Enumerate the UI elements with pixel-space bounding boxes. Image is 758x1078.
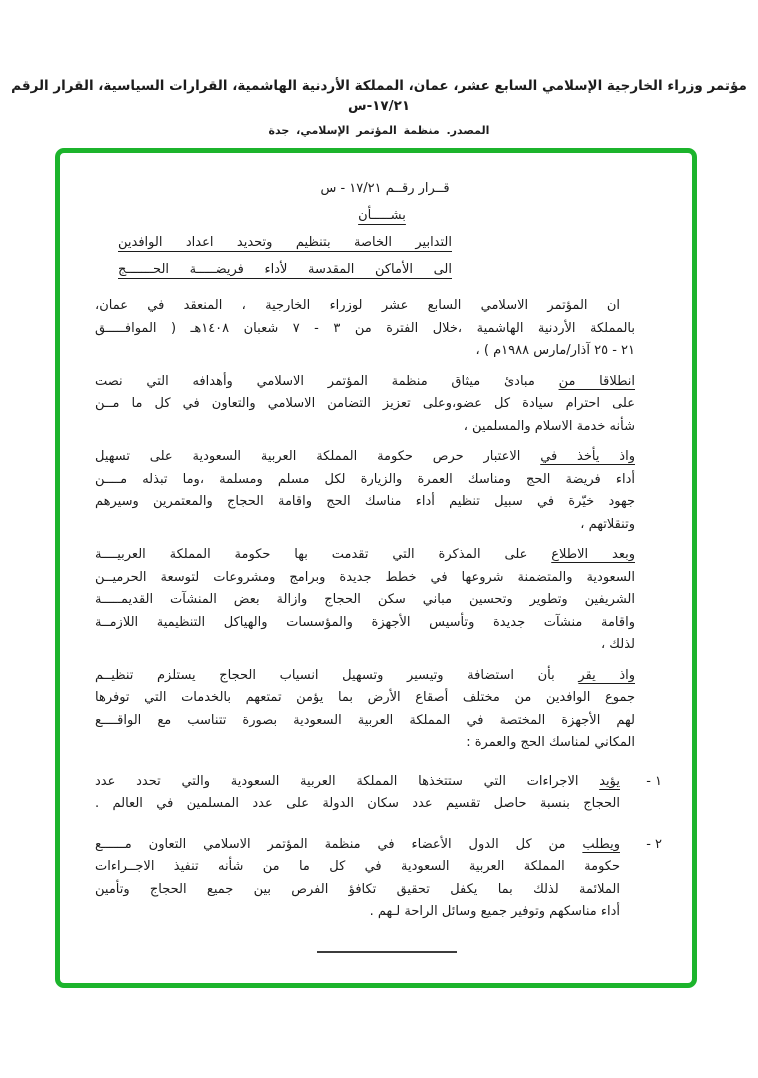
paragraph-line: المكاني لمناسك الحج والعمرة : (466, 735, 635, 750)
header-publisher-line: المصدر. منظمة المؤتمر الإسلامي، جدة (268, 124, 490, 137)
list-item (95, 771, 662, 816)
paragraph-line: واقامة منشآت جديدة وتأسيس الأجهزة والمؤسسات والهياكل التنظيمية اللازمــة (95, 614, 635, 630)
paragraph-line: ٢١ - ٢٥ آذار/مارس ١٩٨٨م ) ، (475, 343, 635, 358)
item-number: ١ - (646, 773, 662, 789)
paragraph-line-rest: على المذكرة التي تقدمت بها حكومة المملكة العربيــــة (95, 547, 552, 562)
paragraph-line-rest: الاجراءات التي ستتخذها المملكة العربية السعودية والتي تحدد عدد (95, 773, 600, 789)
paragraph (95, 544, 635, 657)
operative-items (95, 771, 662, 924)
document-body (95, 153, 662, 953)
scan-green-frame (55, 148, 697, 988)
decision-number-line: قــرار رقــم ١٧/٢١ - س (320, 181, 450, 196)
paragraph-line: شأنه خدمة الاسلام والمسلمين ، (463, 418, 635, 434)
paragraph-line (95, 371, 635, 394)
subject-word-line: بشـــــأن (358, 208, 406, 223)
paragraph-line: الملائمة لذلك بما يكفل تحقيق تكافؤ الفرص بين جميع الحجاج وتأمين (95, 881, 620, 897)
paragraph-line: على احترام سيادة كل عضو،وعلى تعزيز التضامن الاسلامي والتعاون في كل ما مــن (95, 396, 635, 411)
footer-separator-line (317, 951, 457, 953)
paragraph-line (95, 446, 635, 469)
underlined-lead: وبعد الاطلاع (551, 547, 635, 562)
paragraph-line (95, 544, 635, 567)
paragraph-line: الشريفين وتطوير وتحسين مباني سكن الحجاج وازالة بعض المنشآت القديمـــــة (95, 592, 635, 607)
paragraph-line (95, 771, 620, 794)
paragraph-line-rest: مبادئ ميثاق منظمة المؤتمر الاسلامي وأهدافه التي نصت (95, 373, 559, 389)
document-header (0, 76, 758, 139)
paragraph-line: بالمملكة الأردنية الهاشمية ،خلال الفترة من ٣ - ٧ شعبان ١٤٠٨هـ ( الموافـــــق (95, 320, 636, 336)
paragraph (95, 371, 635, 439)
item-body (95, 834, 620, 924)
paragraph (95, 665, 635, 755)
underlined-lead: يؤيد (599, 773, 620, 789)
paragraph (95, 295, 635, 363)
item-body (95, 771, 620, 816)
title-block (95, 175, 635, 283)
paragraph-line: أداء فريضة الحج ومناسك العمرة والزيارة لكل مسلم ومسلمة ،وما تبذله مــــن (95, 471, 635, 487)
paragraph-line-rest: من كل الدول الأعضاء في منظمة المؤتمر الاسلامي التعاون مــــــع (95, 836, 583, 852)
paragraph-line: لهم الأجهزة المختصة في المملكة العربية السعودية بصورة تتناسب مع الواقــــع (95, 712, 635, 728)
paragraph-line (95, 665, 635, 688)
underlined-lead: انطلاقا من (558, 373, 635, 389)
paragraph-line: أداء مناسكهم وتوفير جميع وسائل الراحة لـهم . (369, 904, 620, 919)
paragraph-line: جموع الوافدين من مختلف أصقاع الأرض بما يؤمن تمتعهم بالخدمات التي توفرها (95, 690, 635, 705)
underlined-lead: ويطلب (582, 836, 620, 852)
paragraph-line-rest: بأن استضافة وتيسير وتسهيل انسياب الحجاج يستلزم تنظيــم (95, 667, 579, 683)
header-source-line: مؤتمر وزراء الخارجية الإسلامي السابع عشر، عمان، المملكة الأردنية الهاشمية، القرارات السياسية، القرار الرقم ١٧/٢١-س (11, 78, 747, 114)
underlined-lead: واذ يقر (578, 667, 635, 683)
paragraph-line: وتنقلاتهم ، (580, 516, 635, 532)
paragraph-line: لذلك ، (600, 637, 635, 652)
paragraph-line: السعودية والمتضمنة شروعها في خطط جديدة وبرامج ومشروعات لتوسعة الحرميــن (95, 569, 635, 585)
underlined-lead: واذ يأخذ في (540, 449, 635, 464)
paragraph-line-rest: الاعتبار حرص حكومة المملكة العربية السعودية على تسهيل (95, 449, 541, 464)
paragraph (95, 446, 635, 536)
paragraph-line: جهود خيّرة في سبيل تنظيم أداء مناسك الحج واقامة الحجاج والمعتمرين وسيرهم (95, 494, 635, 509)
paragraph-line: ان المؤتمر الاسلامي السابع عشر لوزراء الخارجية ، المنعقد في عمان، (95, 298, 620, 313)
paragraph-line: حكومة المملكة العربية السعودية في كل ما من شأنه تنفيذ الاجــراءات (95, 859, 620, 874)
subject-title-line-2: الى الأماكن المقدسة لأداء فريضـــــة الحـــــــج (118, 262, 452, 277)
subject-title-line-1: التدابير الخاصة بتنظيم وتحديد اعداد الوافدين (118, 235, 452, 250)
list-item (95, 834, 662, 924)
item-number: ٢ - (646, 836, 662, 852)
paragraph-line: الحجاج بنسبة حاصل تقسيم عدد سكان الدولة على عدد المسلمين في العالم . (95, 796, 620, 811)
paragraph-line (95, 834, 620, 857)
